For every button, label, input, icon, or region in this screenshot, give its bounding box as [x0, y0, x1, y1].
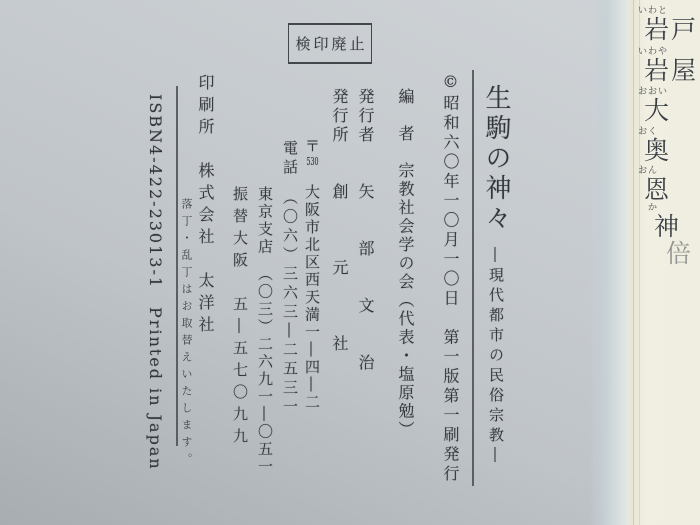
book-title-column [483, 84, 509, 467]
index-entry [638, 163, 672, 204]
page-edge-line [639, 0, 640, 525]
furigana: いわと [638, 6, 669, 16]
inspection-stamp-box [288, 23, 372, 64]
address-text: 大阪市北区西天満一―四―二 [303, 166, 321, 412]
inspection-stamp-label: 検印廃止 [295, 35, 368, 53]
editor-line: 編 者 宗教社会学の会（代表・塩原勉） [396, 88, 415, 440]
phone-line: 電話 （〇六）三六三―二五三一 [281, 140, 299, 418]
index-entry-text: 倍 [666, 239, 694, 268]
isbn-line: ISBN4-422-23013-1 Printed in Japan [146, 94, 165, 471]
furigana: おく [638, 127, 659, 137]
index-entry-text: 神 [654, 212, 682, 241]
index-entry-text: 大 [644, 96, 672, 125]
copyright-line: ©昭和六〇年一〇月一〇日 第一版第一刷発行 [441, 72, 460, 485]
book-subtitle: ―現代都市の民俗宗教― [487, 247, 505, 468]
index-entry-text: 岩戸 [644, 15, 699, 44]
index-entry [638, 3, 699, 44]
facing-page-edge [630, 0, 700, 525]
postal-mark: 〒 [303, 138, 321, 156]
address-line [304, 138, 319, 412]
publisher-line: 発行者 矢 部 文 治 [356, 88, 375, 373]
index-entry [666, 240, 693, 266]
divider-rule-right [472, 70, 474, 486]
index-entry-text: 岩屋 [644, 56, 699, 85]
index-entry [638, 124, 672, 165]
index-entry [638, 44, 699, 85]
index-entry [648, 200, 682, 241]
printer-line: 印刷所 株式会社 太洋社 [196, 74, 215, 338]
furigana: おん [638, 166, 659, 176]
book-title: 生駒の神々 [481, 84, 511, 234]
page-gutter [590, 0, 632, 525]
page-edge-line [633, 0, 634, 525]
publishing-house-line: 発行所 創 元 社 [330, 88, 349, 354]
index-entry-text: 恩 [644, 175, 672, 204]
furigana: か [648, 203, 659, 213]
return-note: 落丁・乱丁はお取替えいたします。 [180, 198, 193, 470]
postal-code: 530 [306, 155, 319, 167]
index-entry-text: 奥 [644, 136, 672, 165]
tokyo-branch-line: 東京支店 （〇三）二六九一―〇五一 [256, 186, 274, 476]
transfer-account-line: 振替大阪 五―五七〇九九 [231, 186, 249, 450]
furigana: いわや [638, 47, 669, 57]
divider-rule-left [176, 86, 178, 446]
furigana: おおい [638, 87, 669, 97]
index-entry [638, 84, 672, 125]
